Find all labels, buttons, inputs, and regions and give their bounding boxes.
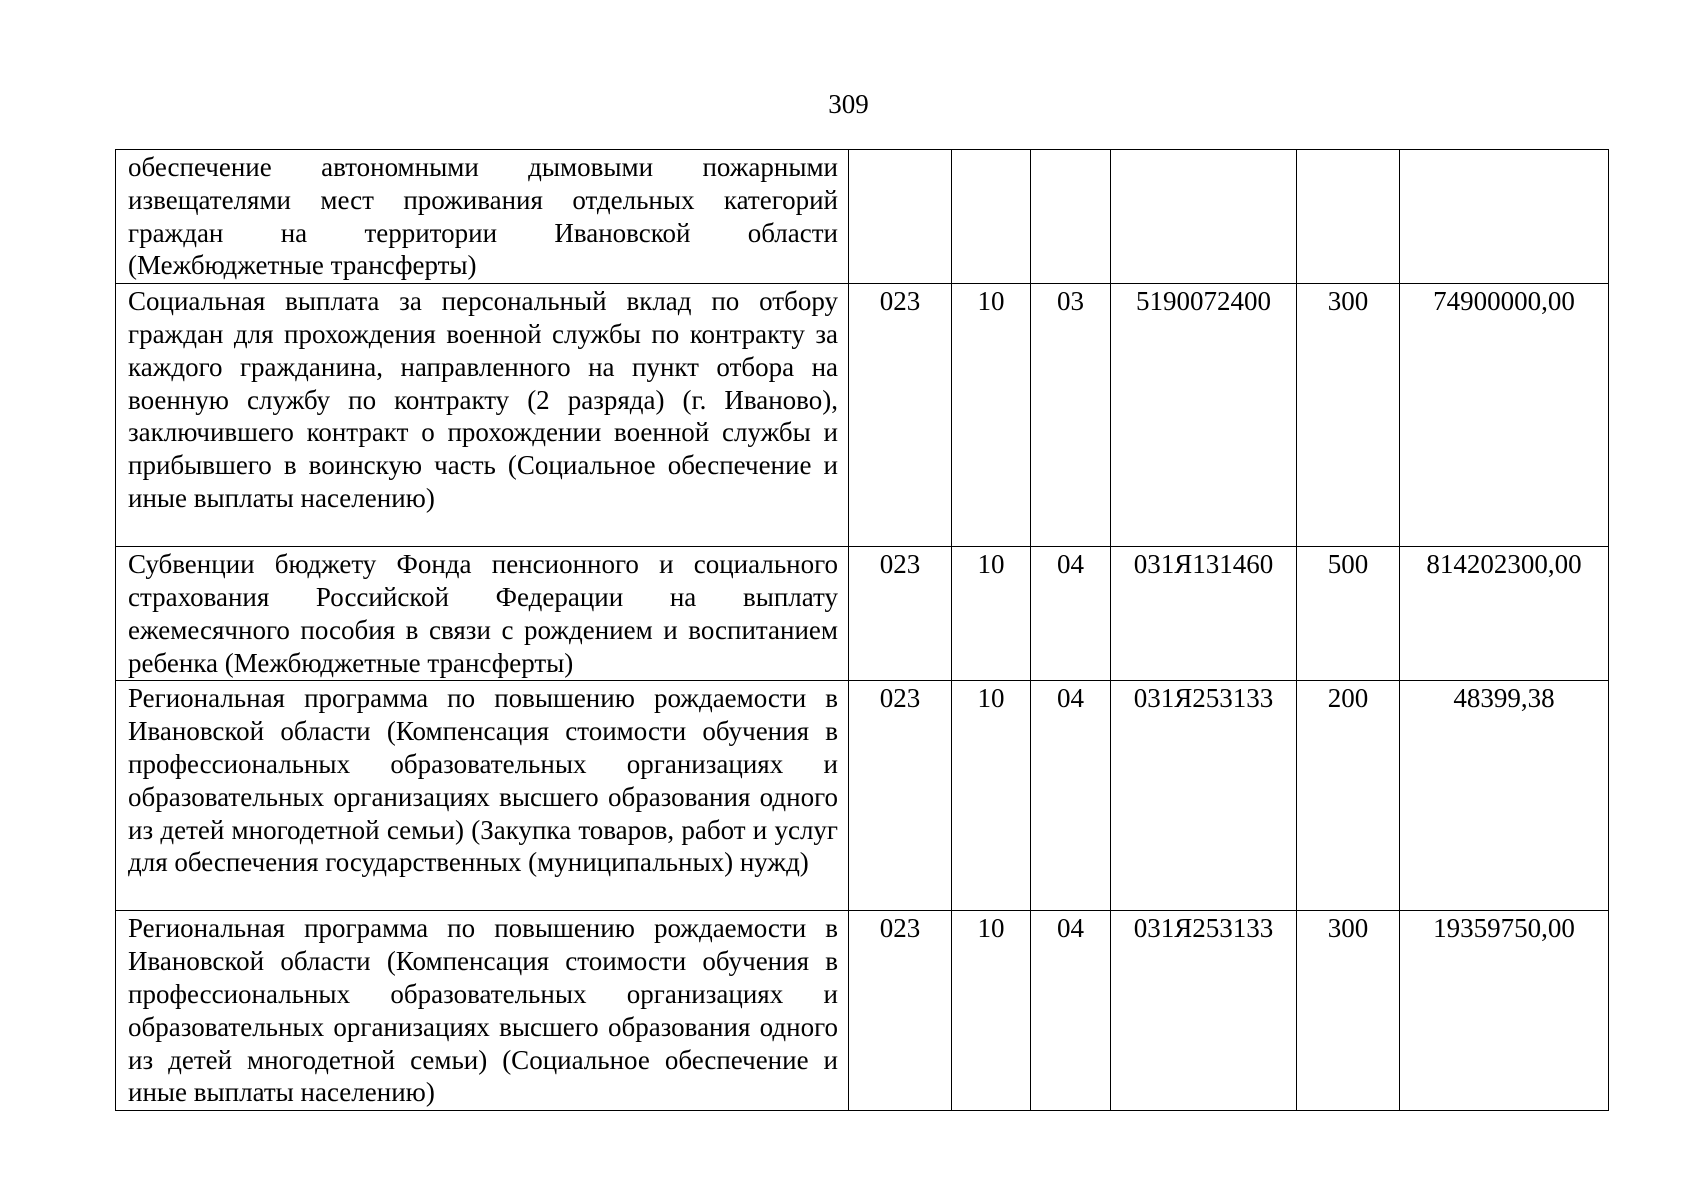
- expense-type-code: [1297, 150, 1400, 284]
- expense-type-code: 300: [1297, 284, 1400, 547]
- row-description: Региональная программа по повышению рождаемости в Ивановской области (Компенсация стоимости обучения в профессиональных образовательных организациях и образовательных организациях высшего образования одного из детей многодетной семьи) (Социальное обеспечение и иные выплаты населению): [116, 911, 849, 1111]
- section-code: [952, 150, 1031, 284]
- amount: [1400, 150, 1609, 284]
- table-row: [116, 150, 1609, 284]
- subsection-code: 04: [1031, 547, 1111, 681]
- target-article-code: 031Я253133: [1111, 681, 1297, 911]
- subsection-code: 03: [1031, 284, 1111, 547]
- subsection-code: 04: [1031, 911, 1111, 1111]
- ministry-code: 023: [849, 911, 952, 1111]
- ministry-code: 023: [849, 284, 952, 547]
- section-code: 10: [952, 681, 1031, 911]
- expense-type-code: 300: [1297, 911, 1400, 1111]
- amount: 814202300,00: [1400, 547, 1609, 681]
- table-row: [116, 547, 1609, 681]
- row-description: Субвенции бюджету Фонда пенсионного и социального страхования Российской Федерации на выплату ежемесячного пособия в связи с рождением и воспитанием ребенка (Межбюджетные трансферты): [116, 547, 849, 681]
- subsection-code: [1031, 150, 1111, 284]
- row-description: обеспечение автономными дымовыми пожарными извещателями мест проживания отдельных категорий граждан на территории Ивановской области (Межбюджетные трансферты): [116, 150, 849, 284]
- table-row: [116, 911, 1609, 1111]
- row-description: Региональная программа по повышению рождаемости в Ивановской области (Компенсация стоимости обучения в профессиональных образовательных организациях и образовательных организациях высшего образования одного из детей многодетной семьи) (Закупка товаров, работ и услуг для обеспечения государственных (муниципальных) нужд): [116, 681, 849, 911]
- budget-table: [115, 149, 1609, 1111]
- section-code: 10: [952, 284, 1031, 547]
- target-article-code: [1111, 150, 1297, 284]
- target-article-code: 031Я131460: [1111, 547, 1297, 681]
- expense-type-code: 200: [1297, 681, 1400, 911]
- expense-type-code: 500: [1297, 547, 1400, 681]
- target-article-code: 031Я253133: [1111, 911, 1297, 1111]
- section-code: 10: [952, 911, 1031, 1111]
- table-row: [116, 681, 1609, 911]
- page-number: 309: [828, 89, 869, 119]
- section-code: 10: [952, 547, 1031, 681]
- ministry-code: 023: [849, 681, 952, 911]
- amount: 74900000,00: [1400, 284, 1609, 547]
- target-article-code: 5190072400: [1111, 284, 1297, 547]
- ministry-code: [849, 150, 952, 284]
- subsection-code: 04: [1031, 681, 1111, 911]
- amount: 19359750,00: [1400, 911, 1609, 1111]
- row-description: Социальная выплата за персональный вклад по отбору граждан для прохождения военной службы по контракту за каждого гражданина, направленного на пункт отбора на военную службу по контракту (2 разряда) (г. Иваново), заключившего контракт о прохождении военной службы и прибывшего в воинскую часть (Социальное обеспечение и иные выплаты населению): [116, 284, 849, 547]
- amount: 48399,38: [1400, 681, 1609, 911]
- ministry-code: 023: [849, 547, 952, 681]
- table-row: [116, 284, 1609, 547]
